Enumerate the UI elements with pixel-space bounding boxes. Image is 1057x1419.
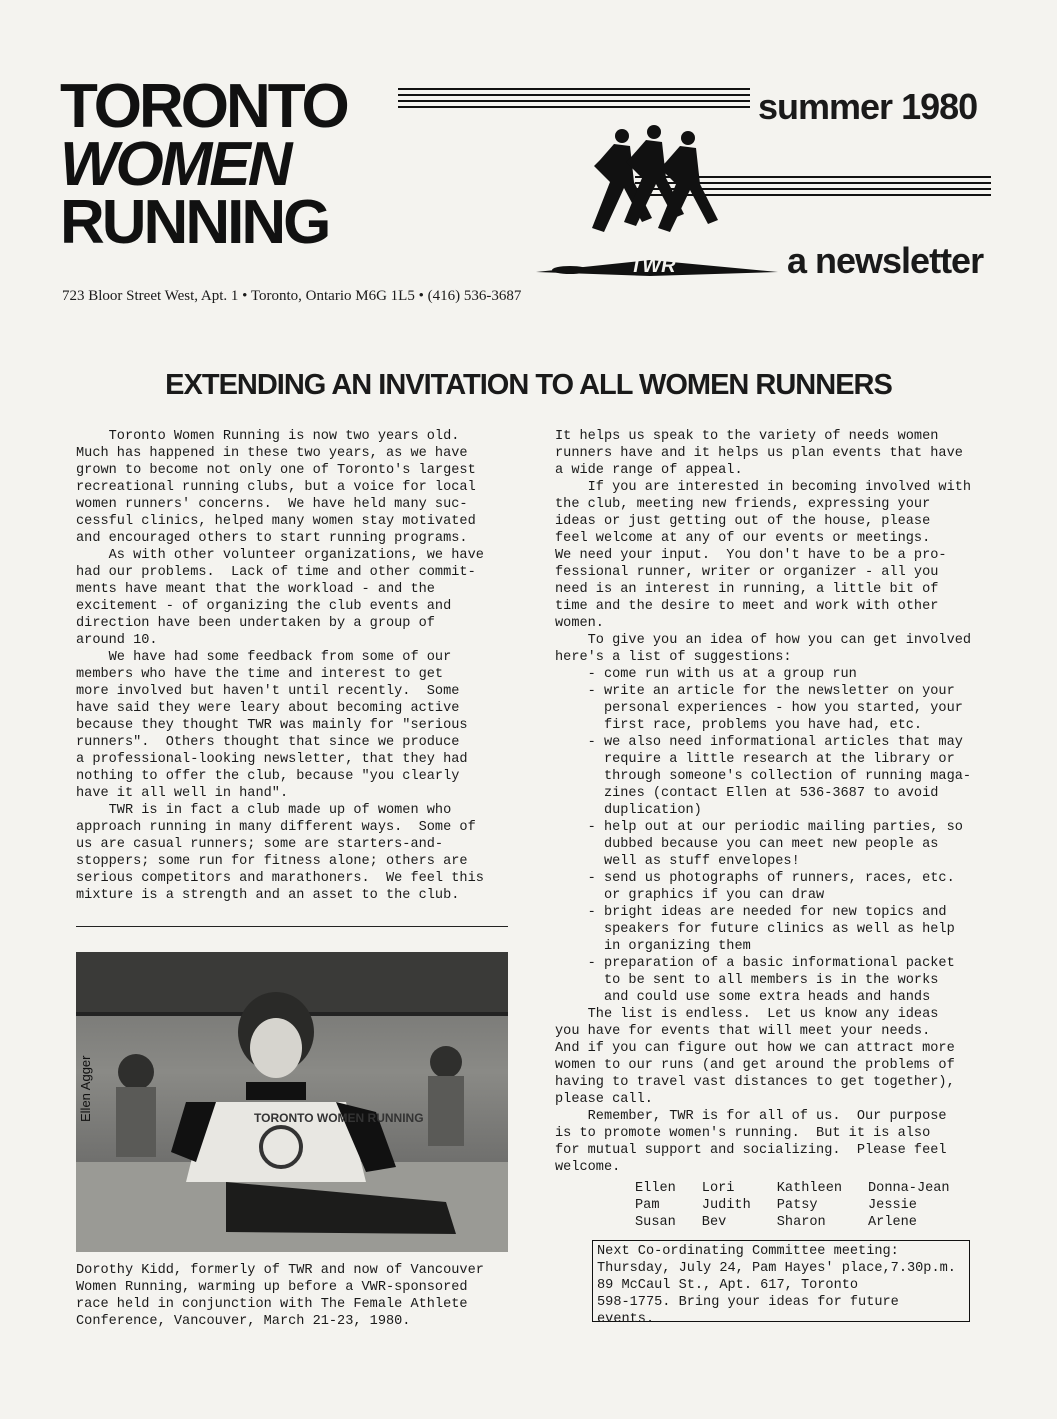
photo-caption: Dorothy Kidd, formerly of TWR and now of Vancouver Women Running, warming up before a VWR-sponsored race held in conjunction with The Female Athlete Conference, Vancouver, March 21-23, 1980.	[76, 1263, 484, 1329]
signer-name: Lori	[701, 1181, 735, 1196]
article-left-column: Toronto Women Running is now two years old. Much has happened in these two years, as we have grown to become not only one of Toronto's largest recreational running clubs, but a voice for local women runners' concerns. We have held many suc- cessful clinics, helped many women stay motivated and encouraged others to start running programs. As with other volunteer organizations, we have had our problems. Lack of time and other commit- ments have meant that the workload - and the excitement - of organizing the club events and direction have been undertaken by a group of around 10. We have had some feedback from some of our members who have the time and interest to get more involved but haven't until recently. Some have said they were leary about becoming active because they thought TWR was mainly for "serious runners". Others thought that since we produce a professional-looking newsletter, that they had nothing to offer the club, because "you clearly have it all well in hand". TWR is in fact a club made up of women who approach running in many different ways. Some of us are casual runners; some are starters-and- stoppers; some run for fitness alone; others are serious competitors and marathoners. We feel this mixture is a strength and an asset to the club.	[76, 429, 484, 903]
signer-name: Susan	[635, 1215, 676, 1230]
signer-name: Jessie	[868, 1198, 917, 1213]
masthead-line-running: RUNNING	[60, 188, 329, 257]
signers-list	[635, 1180, 976, 1231]
shirt-text: TORONTO WOMEN RUNNING	[254, 1111, 424, 1125]
meeting-notice-box: Next Co-ordinating Committee meeting: Thursday, July 24, Pam Hayes' place,7.30p.m. 89 McCaul St., Apt. 617, Toronto 598-1775. Bring your ideas for future events.	[592, 1240, 970, 1322]
signers-row	[635, 1214, 976, 1231]
signer-name: Judith	[701, 1198, 751, 1213]
signers-row	[635, 1197, 976, 1214]
article-headline: EXTENDING AN INVITATION TO ALL WOMEN RUNNERS	[165, 369, 892, 401]
logo-text: TWR	[630, 255, 676, 277]
signer-name: Donna-Jean	[868, 1181, 950, 1196]
signers-row	[635, 1180, 976, 1197]
column-divider	[76, 926, 508, 927]
newsletter-subtitle: a newsletter	[787, 240, 984, 281]
signer-name: Bev	[701, 1215, 727, 1230]
signer-name: Kathleen	[776, 1181, 843, 1196]
club-address: 723 Bloor Street West, Apt. 1 • Toronto, Ontario M6G 1L5 • (416) 536-3687	[62, 288, 522, 304]
runners-logo-icon	[530, 122, 780, 282]
signer-name: Sharon	[776, 1215, 826, 1230]
decorative-rules-top	[398, 88, 750, 112]
signer-name: Arlene	[868, 1215, 917, 1230]
article-right-column: It helps us speak to the variety of needs women runners have and it helps us plan events that have a wide range of appeal. If you are interested in becoming involved with the club, meeting new friends, expressing your ideas or just getting out of the house, please feel welcome at any of our events or meetings. We need your input. You don't have to be a pro- fessional runner, writer or organizer - all you need is an interest in running, a little bit of time and the desire to meet and work with other women. To give you an idea of how you can get involved here's a list of suggestions: - come run with us at a group run - write an article for the newsletter on your personal experiences - how you started, your first race, problems you have had, etc. - we also need informational articles that may require a little research at the library or through someone's collection of running maga- zines (contact Ellen at 536-3687 to avoid duplication) - help out at our periodic mailing parties, so dubbed because you can meet new people as well as stuff envelopes! - send us photographs of runners, races, etc. or graphics if you can draw - bright ideas are needed for new topics and speakers for future clinics as well as help in organizing them - preparation of a basic informational packet to be sent to all members is in the works and could use some extra heads and hands The list is endless. Let us know any ideas you have for events that will meet your needs. And if you can figure out how we can attract more women to our runs (and get around the problems of having to travel vast distances to get together), please call. Remember, TWR is for all of us. Our purpose is to promote women's running. But it is also for mutual support and socializing. Please feel welcome.	[555, 429, 972, 1175]
masthead-line-women: WOMEN	[60, 130, 290, 199]
signer-name: Pam	[635, 1198, 660, 1213]
photo-credit: Ellen Agger	[78, 1055, 93, 1122]
photo-illustration	[76, 952, 508, 1252]
signer-name: Patsy	[776, 1198, 818, 1213]
masthead-title	[60, 72, 347, 257]
issue-date: summer 1980	[758, 86, 978, 127]
masthead-line-toronto: TORONTO	[60, 72, 347, 141]
signer-name: Ellen	[635, 1181, 676, 1196]
runner-photo	[76, 952, 508, 1252]
